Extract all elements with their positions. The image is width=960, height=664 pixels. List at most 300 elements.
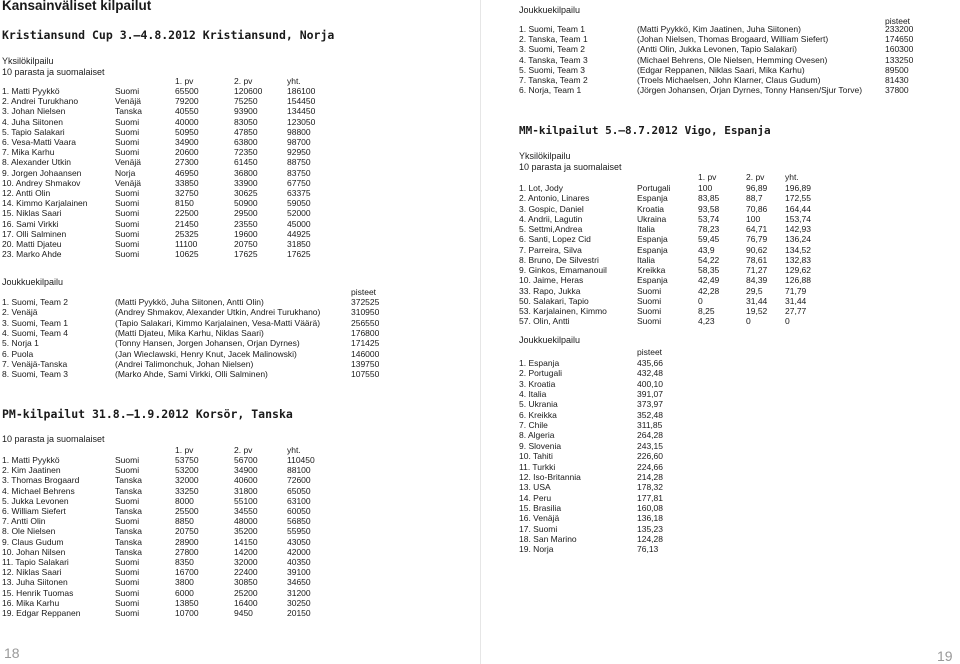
total-score: 123050 (287, 116, 316, 127)
team-points: 160300 (885, 44, 914, 55)
table-row (480, 534, 960, 544)
day1-score: 32750 (175, 188, 199, 198)
athlete-name: 8. Alexander Utkin (2, 157, 71, 168)
total-score: 110450 (287, 455, 315, 465)
team-name: 14. Peru (519, 492, 552, 503)
total-score: 39100 (287, 567, 311, 578)
total-score: 67750 (287, 177, 311, 188)
column-header-total: yht. (785, 172, 799, 182)
table-row (480, 214, 960, 224)
page-title: Kansainväliset kilpailut (2, 0, 152, 13)
athlete-name: 3. Johan Nielsen (2, 106, 66, 117)
athlete-name: 2. Andrei Turukhano (2, 96, 79, 107)
team-name: 2. Venäjä (2, 307, 38, 318)
table-row (480, 24, 960, 34)
country: Suomi (115, 116, 140, 127)
team-points: 233200 (885, 24, 914, 34)
day2-score: 14150 (234, 536, 258, 547)
day1-score: 20600 (175, 147, 199, 158)
country: Venäjä (115, 177, 141, 188)
country: Venäjä (115, 157, 141, 168)
day1-score: 13850 (175, 597, 199, 608)
country: Tanska (115, 106, 142, 117)
day1-score: 28900 (175, 536, 199, 547)
day1-score: 100 (698, 183, 713, 193)
day2-score: 19600 (234, 228, 258, 239)
day1-score: 22500 (175, 208, 199, 219)
total-score: 164,44 (785, 203, 811, 214)
country: Suomi (115, 495, 140, 506)
total-score: 60050 (287, 506, 311, 516)
table-row (480, 503, 960, 513)
day1-score: 50950 (175, 126, 199, 137)
team-members: (Michael Behrens, Ole Nielsen, Hemming Ovesen) (637, 54, 828, 65)
team-points: 139750 (351, 358, 380, 369)
table-header (0, 445, 480, 455)
table-row (0, 208, 480, 218)
country: Ukraina (637, 213, 667, 224)
total-score: 186100 (287, 86, 316, 96)
athlete-name: 20. Matti Djateu (2, 239, 62, 249)
table-row (480, 441, 960, 451)
table-row (480, 34, 960, 44)
team-heading: Joukkuekilpailu (2, 277, 64, 287)
day1-score: 27800 (175, 546, 199, 557)
day1-score: 8350 (175, 557, 194, 567)
athlete-name: 8. Ole Nielsen (2, 526, 56, 537)
team-name: 16. Venäjä (519, 513, 560, 524)
athlete-name: 10. Jaime, Heras (519, 275, 584, 286)
athlete-name: 15. Niklas Saari (2, 208, 62, 219)
team-points: 264,28 (637, 430, 663, 441)
country: Suomi (115, 249, 140, 260)
day2-score: 34900 (234, 465, 258, 476)
total-score: 98700 (287, 137, 311, 147)
table-row (0, 516, 480, 526)
column-header-day1: 1. pv (175, 76, 194, 86)
athlete-name: 8. Bruno, De Silvestri (519, 254, 599, 265)
total-score: 136,24 (785, 234, 811, 245)
day2-score: 29500 (234, 208, 258, 219)
total-score: 154450 (287, 96, 316, 107)
country: Tanska (115, 546, 142, 557)
individual-heading: Yksilökilpailu (2, 56, 54, 66)
table-row (480, 410, 960, 420)
country: Suomi (115, 137, 140, 147)
column-header-points: pisteet (637, 347, 663, 357)
day1-score: 27300 (175, 157, 199, 168)
team-points: 171425 (351, 338, 380, 349)
team-name: 5. Suomi, Team 3 (519, 64, 585, 75)
day1-score: 40000 (175, 116, 199, 127)
day1-score: 53200 (175, 465, 199, 476)
athlete-name: 17. Olli Salminen (2, 228, 67, 239)
day2-score: 61450 (234, 157, 258, 168)
day2-score: 48000 (234, 516, 258, 527)
day2-score: 32000 (234, 557, 258, 567)
page-number: 19 (937, 648, 953, 664)
team-name: 5. Norja 1 (2, 338, 39, 349)
day2-score: 33900 (234, 177, 258, 188)
subtitle: 10 parasta ja suomalaiset (519, 162, 622, 172)
team-name: 8. Suomi, Team 3 (2, 369, 68, 380)
athlete-name: 7. Antti Olin (2, 516, 46, 527)
day1-score: 25500 (175, 506, 199, 516)
athlete-name: 23. Marko Ahde (2, 249, 62, 260)
country: Kreikka (637, 265, 666, 275)
day1-score: 33850 (175, 177, 199, 188)
table-row (480, 389, 960, 399)
total-score: 88750 (287, 157, 311, 168)
team-name: 2. Portugali (519, 368, 562, 379)
team-members: (Antti Olin, Jukka Levonen, Tapio Salakari) (637, 44, 798, 55)
table-header (480, 172, 960, 182)
column-header-points: pisteet (351, 287, 377, 297)
athlete-name: 16. Sami Virkki (2, 218, 59, 229)
table-row (480, 451, 960, 461)
table-row (0, 486, 480, 496)
day1-score: 93,58 (698, 203, 720, 214)
athlete-name: 6. William Siefert (2, 506, 66, 516)
team-name: 7. Tanska, Team 2 (519, 75, 588, 85)
team-members: (Edgar Reppanen, Niklas Saari, Mika Karhu) (637, 64, 805, 75)
day1-score: 34900 (175, 137, 199, 147)
table-row (0, 127, 480, 137)
country: Venäjä (115, 96, 141, 107)
table-row (0, 537, 480, 547)
country: Tanska (115, 536, 142, 547)
athlete-name: 6. Santi, Lopez Cid (519, 234, 591, 245)
table-row (0, 369, 480, 379)
athlete-name: 19. Edgar Reppanen (2, 608, 81, 618)
subtitle: 10 parasta ja suomalaiset (2, 434, 105, 444)
total-score: 98800 (287, 126, 311, 137)
day2-score: 29,5 (746, 285, 763, 296)
team-members: (Tonny Hansen, Jorgen Johansen, Orjan Dyrnes) (115, 338, 300, 349)
total-score: 31,44 (785, 295, 807, 306)
team-name: 11. Turkki (519, 461, 556, 472)
table-row (480, 44, 960, 54)
athlete-name: 2. Antonio, Linares (519, 193, 590, 204)
table-row (480, 316, 960, 326)
team-points: 146000 (351, 348, 380, 359)
team-name: 6. Puola (2, 348, 34, 359)
team-name: 2. Tanska, Team 1 (519, 34, 588, 45)
table-row (0, 86, 480, 96)
total-score: 34650 (287, 577, 311, 588)
team-points: 311,85 (637, 420, 663, 431)
team-points: 136,18 (637, 513, 663, 524)
team-name: 4. Italia (519, 389, 547, 400)
day1-score: 20750 (175, 526, 199, 537)
column-header-total: yht. (287, 76, 301, 86)
table-header (0, 76, 480, 86)
team-heading: Joukkuekilpailu (519, 5, 581, 15)
total-score: 31850 (287, 239, 311, 249)
day2-score: 50900 (234, 198, 258, 209)
table-row (480, 493, 960, 503)
country: Suomi (637, 306, 662, 316)
table-row (0, 588, 480, 598)
table-row (480, 472, 960, 482)
total-score: 134450 (287, 106, 316, 117)
event-title-vigo: MM-kilpailut 5.–8.7.2012 Vigo, Espanja (519, 124, 771, 137)
country: Suomi (115, 567, 140, 578)
day1-score: 53750 (175, 455, 199, 465)
day2-score: 25200 (234, 587, 258, 598)
column-header-day1: 1. pv (175, 445, 194, 455)
day1-score: 0 (698, 295, 703, 306)
team-members: (Andrei Talimonchuk, Johan Nielsen) (115, 358, 254, 369)
country: Tanska (115, 485, 142, 496)
team-members: (Jan Wieclawski, Henry Knut, Jacek Malinowski) (115, 348, 297, 359)
table-row (0, 188, 480, 198)
team-points: 133250 (885, 54, 914, 65)
athlete-name: 4. Andrii, Lagutin (519, 213, 583, 224)
athlete-name: 11. Tapio Salakari (2, 557, 69, 567)
day1-score: 11100 (175, 239, 198, 249)
day2-score: 70,86 (746, 203, 768, 214)
team-members: (Marko Ahde, Sami Virkki, Olli Salminen) (115, 369, 268, 380)
athlete-name: 9. Jorgen Johaansen (2, 167, 82, 178)
day2-score: 64,71 (746, 224, 768, 234)
table-row (0, 506, 480, 516)
total-score: 83750 (287, 167, 311, 178)
team-name: 3. Suomi, Team 2 (519, 44, 585, 55)
event-title-kristiansund: Kristiansund Cup 3.–4.8.2012 Kristiansund, Norja (2, 28, 335, 42)
athlete-name: 16. Mika Karhu (2, 597, 60, 608)
team-points: 372525 (351, 297, 380, 307)
day1-score: 25325 (175, 228, 199, 239)
team-name: 18. San Marino (519, 534, 577, 544)
table-row (480, 399, 960, 409)
country: Norja (115, 167, 136, 178)
day2-score: 47850 (234, 126, 258, 137)
total-score: 65050 (287, 485, 311, 496)
table-row (0, 137, 480, 147)
day1-score: 54,22 (698, 254, 720, 265)
total-score: 63375 (287, 188, 311, 198)
team-heading: Joukkuekilpailu (519, 335, 581, 345)
day2-score: 71,27 (746, 265, 768, 275)
team-name: 3. Suomi, Team 1 (2, 317, 68, 328)
total-score: 92950 (287, 147, 311, 158)
country: Suomi (637, 295, 662, 306)
day1-score: 79200 (175, 96, 199, 107)
table-row (480, 204, 960, 214)
table-row (0, 297, 480, 307)
day2-score: 0 (746, 316, 751, 327)
country: Suomi (115, 228, 140, 239)
day1-score: 10625 (175, 249, 199, 260)
team-members: (Jörgen Johansen, Örjan Dyrnes, Tonny Hansen/Sjur Torve) (637, 85, 863, 96)
table-row (0, 106, 480, 116)
total-score: 31200 (287, 587, 311, 598)
day1-score: 16700 (175, 567, 199, 578)
team-name: 19. Norja (519, 544, 554, 555)
athlete-name: 7. Parreira, Silva (519, 244, 582, 255)
athlete-name: 13. Juha Siitonen (2, 577, 68, 588)
country: Suomi (115, 608, 140, 618)
team-points: 435,66 (637, 358, 663, 368)
day1-score: 83,85 (698, 193, 720, 204)
country: Espanja (637, 234, 668, 245)
total-score: 55950 (287, 526, 311, 537)
day1-score: 8,25 (698, 306, 715, 316)
table-row (480, 379, 960, 389)
team-points: 400,10 (637, 378, 663, 389)
table-row (0, 455, 480, 465)
event-title-korsor: PM-kilpailut 31.8.–1.9.2012 Korsör, Tanska (2, 407, 293, 421)
total-score: 0 (785, 316, 790, 327)
total-score: 40350 (287, 557, 311, 567)
country: Italia (637, 254, 655, 265)
table-row (0, 157, 480, 167)
table-row (480, 306, 960, 316)
athlete-name: 12. Niklas Saari (2, 567, 62, 578)
athlete-name: 4. Juha Siitonen (2, 116, 63, 127)
day2-score: 23550 (234, 218, 258, 229)
day2-score: 84,39 (746, 275, 768, 286)
table-row (480, 420, 960, 430)
total-score: 71,79 (785, 285, 807, 296)
table-row (480, 65, 960, 75)
country: Suomi (115, 86, 140, 96)
team-members: (Troels Michaelsen, John Klarner, Claus Gudum) (637, 75, 821, 85)
day2-score: 63800 (234, 137, 258, 147)
table-row (0, 338, 480, 348)
day2-score: 88,7 (746, 193, 763, 204)
team-points: 76,13 (637, 544, 659, 555)
column-header-day2: 2. pv (234, 76, 253, 86)
total-score: 63100 (287, 495, 311, 506)
team-members: (Andrey Shmakov, Alexander Utkin, Andrei Turukhano) (115, 307, 321, 318)
team-name: 10. Tahiti (519, 451, 553, 462)
table-row (480, 255, 960, 265)
day1-score: 8150 (175, 198, 194, 209)
day1-score: 65500 (175, 86, 199, 96)
team-name: 6. Norja, Team 1 (519, 85, 582, 96)
day1-score: 21450 (175, 218, 199, 229)
table-row (480, 524, 960, 534)
day2-score: 35200 (234, 526, 258, 537)
athlete-name: 3. Gospic, Daniel (519, 203, 584, 214)
total-score: 44925 (287, 228, 311, 239)
country: Suomi (115, 587, 140, 598)
athlete-name: 1. Matti Pyykkö (2, 455, 60, 465)
team-name: 8. Algeria (519, 430, 555, 441)
day2-score: 31,44 (746, 295, 768, 306)
table-row (0, 307, 480, 317)
day2-score: 34550 (234, 506, 258, 516)
day2-score: 78,61 (746, 254, 768, 265)
team-name: 12. Iso-Britannia (519, 471, 581, 482)
day1-score: 8000 (175, 495, 194, 506)
column-header-total: yht. (287, 445, 301, 455)
day1-score: 58,35 (698, 265, 720, 275)
team-points: 124,28 (637, 534, 663, 544)
athlete-name: 5. Tapio Salakari (2, 126, 65, 137)
team-points: 160,08 (637, 502, 663, 513)
country: Suomi (637, 285, 662, 296)
table-row (480, 462, 960, 472)
team-points: 224,66 (637, 461, 663, 472)
table-row (0, 598, 480, 608)
country: Suomi (115, 188, 140, 198)
day2-score: 22400 (234, 567, 258, 578)
day2-score: 120600 (234, 86, 263, 96)
day2-score: 31800 (234, 485, 258, 496)
team-points: 226,60 (637, 451, 663, 462)
athlete-name: 5. Jukka Levonen (2, 495, 69, 506)
total-score: 59050 (287, 198, 311, 209)
athlete-name: 10. Johan Nilsen (2, 546, 66, 557)
day1-score: 3800 (175, 577, 194, 588)
table-row (0, 229, 480, 239)
team-members: (Matti Pyykkö, Kim Jaatinen, Juha Siitonen) (637, 24, 801, 34)
table-row (480, 224, 960, 234)
team-points: 243,15 (637, 440, 663, 451)
day2-score: 40600 (234, 475, 258, 486)
team-name: 1. Suomi, Team 1 (519, 24, 585, 34)
table-row (0, 147, 480, 157)
country: Suomi (115, 218, 140, 229)
table-row (0, 359, 480, 369)
table-row (480, 245, 960, 255)
day1-score: 59,45 (698, 234, 720, 245)
total-score: 134,52 (785, 244, 811, 255)
country: Suomi (115, 198, 140, 209)
total-score: 56850 (287, 516, 311, 527)
team-points: 256550 (351, 317, 380, 328)
day2-score: 20750 (234, 239, 258, 249)
total-score: 52000 (287, 208, 311, 219)
total-score: 129,62 (785, 265, 811, 275)
table-row (0, 475, 480, 485)
team-name: 7. Venäjä-Tanska (2, 358, 68, 369)
team-name: 17. Suomi (519, 523, 558, 534)
team-name: 4. Suomi, Team 4 (2, 327, 68, 338)
day2-score: 90,62 (746, 244, 768, 255)
athlete-name: 6. Vesa-Matti Vaara (2, 137, 77, 147)
team-points: 89500 (885, 64, 909, 75)
athlete-name: 9. Claus Gudum (2, 536, 64, 547)
total-score: 27,77 (785, 306, 807, 316)
team-name: 3. Kroatia (519, 378, 556, 389)
table-row (480, 275, 960, 285)
table-row (0, 178, 480, 188)
total-score: 42000 (287, 546, 311, 557)
column-header-day2: 2. pv (746, 172, 765, 182)
team-points: 391,07 (637, 389, 663, 400)
total-score: 142,93 (785, 224, 811, 234)
team-name: 1. Suomi, Team 2 (2, 297, 68, 307)
table-row (480, 265, 960, 275)
day2-score: 55100 (234, 495, 258, 506)
athlete-name: 33. Rapo, Jukka (519, 285, 581, 296)
country: Suomi (115, 465, 140, 476)
country: Tanska (115, 506, 142, 516)
day1-score: 4,23 (698, 316, 715, 327)
table-row (0, 496, 480, 506)
total-score: 132,83 (785, 254, 811, 265)
athlete-name: 3. Thomas Brogaard (2, 475, 80, 486)
day1-score: 8850 (175, 516, 194, 527)
table-row (0, 608, 480, 618)
individual-heading: Yksilökilpailu (519, 151, 571, 161)
day2-score: 76,79 (746, 234, 768, 245)
day1-score: 10700 (175, 608, 199, 618)
